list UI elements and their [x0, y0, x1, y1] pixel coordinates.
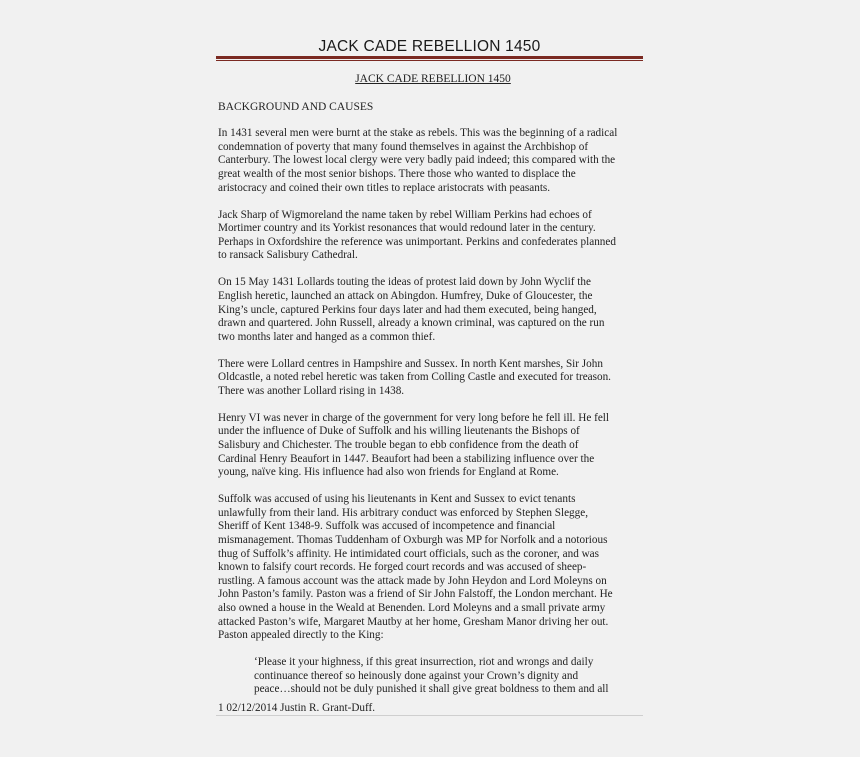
text-line: under the influence of Duke of Suffolk and his willing lieutenants the Bishops of	[218, 425, 580, 438]
page-footer: 1 02/12/2014 Justin R. Grant-Duff.	[218, 702, 376, 714]
header-rule-thin	[216, 60, 643, 61]
text-line: On 15 May 1431 Lollards touting the ideas of protest laid down by John Wyclif the	[218, 276, 591, 289]
paragraph-4	[218, 358, 648, 399]
text-line: John Paston’s family. Paston was a friend of Sir John Falstoff, the London merchant. He	[218, 588, 613, 601]
text-line: Oldcastle, a noted rebel heretic was taken from Colling Castle and executed for treason.	[218, 371, 611, 384]
text-line: known to falsify court records. He forged court records and was accused of sheep-	[218, 561, 587, 574]
text-line: Suffolk was accused of using his lieutenants in Kent and Sussex to evict tenants	[218, 493, 576, 506]
text-line: Paston appealed directly to the King:	[218, 629, 384, 642]
quote-line: peace…should not be duly punished it shall give great boldness to them and all	[254, 683, 609, 696]
text-line: Henry VI was never in charge of the government for very long before he fell ill. He fell	[218, 411, 610, 424]
text-line: In 1431 several men were burnt at the stake as rebels. This was the beginning of a radical	[218, 127, 618, 140]
text-line: great wealth of the most senior bishops. There those who wanted to displace the	[218, 167, 576, 180]
paragraph-6	[218, 493, 648, 643]
running-header-title: JACK CADE REBELLION 1450	[318, 38, 541, 55]
text-line: Perhaps in Oxfordshire the reference was unimportant. Perkins and confederates planned	[218, 235, 616, 248]
text-line: King’s uncle, captured Perkins four days later and had them executed, being hanged,	[218, 303, 597, 316]
text-line: attacked Paston’s wife, Margaret Mautby at her home, Gresham Manor driving her out.	[218, 615, 609, 628]
text-line: Salisbury and Chichester. The trouble began to ebb confidence from the death of	[218, 439, 579, 452]
section-heading: BACKGROUND AND CAUSES	[218, 100, 374, 113]
text-line: Jack Sharp of Wigmoreland the name taken by rebel William Perkins had echoes of	[218, 208, 592, 221]
text-line: condemnation of poverty that many found themselves in against the Archbishop of	[218, 140, 589, 153]
text-line: rustling. A famous account was the attack made by John Heydon and Lord Moleyns on	[218, 574, 607, 587]
paragraph-1	[218, 127, 648, 195]
text-line: to ransack Salisbury Cathedral.	[218, 249, 358, 262]
text-line: unlawfully from their land. His arbitrary conduct was enforced by Stephen Slegge,	[218, 506, 589, 519]
text-line: Cardinal Henry Beaufort in 1447. Beaufort had been a stabilizing influence over the	[218, 452, 595, 465]
document-title: JACK CADE REBELLION 1450	[355, 73, 511, 85]
text-line: two months later and hanged as a common thief.	[218, 330, 436, 343]
paragraph-2	[218, 209, 648, 263]
text-line: Sheriff of Kent 1348-9. Suffolk was accused of incompetence and financial	[218, 520, 556, 533]
document-body	[218, 73, 648, 697]
footer-rule	[216, 715, 643, 716]
text-line: drawn and quartered. John Russell, already a known criminal, was captured on the run	[218, 317, 605, 330]
text-line: Canterbury. The lowest local clergy were very badly paid indeed; this compared with the	[218, 154, 616, 167]
text-line: aristocracy and coined their own titles to replace aristocrats with peasants.	[218, 181, 551, 194]
text-line: young, naïve king. His influence had also won friends for England at Rome.	[218, 466, 559, 479]
text-line: also owned a house in the Weald at Benenden. Lord Moleyns and a small private army	[218, 601, 606, 614]
text-line: Mortimer country and its Yorkist resonances that would redound later in the century.	[218, 222, 596, 235]
block-quote	[254, 656, 648, 697]
paragraph-3	[218, 276, 648, 344]
text-line: thug of Suffolk’s affinity. He intimidated court officials, such as the coroner, and was	[218, 547, 599, 560]
text-line: English heretic, launched an attack on Abingdon. Humfrey, Duke of Gloucester, the	[218, 289, 593, 302]
text-line: mismanagement. Thomas Tuddenham of Oxburgh was MP for Norfolk and a notorious	[218, 533, 608, 546]
paragraph-5	[218, 412, 648, 480]
quote-line: continuance thereof so heinously done against your Crown’s dignity and	[254, 669, 579, 682]
quote-line: ‘Please it your highness, if this great insurrection, riot and wrongs and daily	[254, 656, 594, 669]
text-line: There were Lollard centres in Hampshire and Sussex. In north Kent marshes, Sir John	[218, 357, 603, 370]
text-line: There was another Lollard rising in 1438.	[218, 384, 405, 397]
header-rule-thick	[216, 56, 643, 59]
